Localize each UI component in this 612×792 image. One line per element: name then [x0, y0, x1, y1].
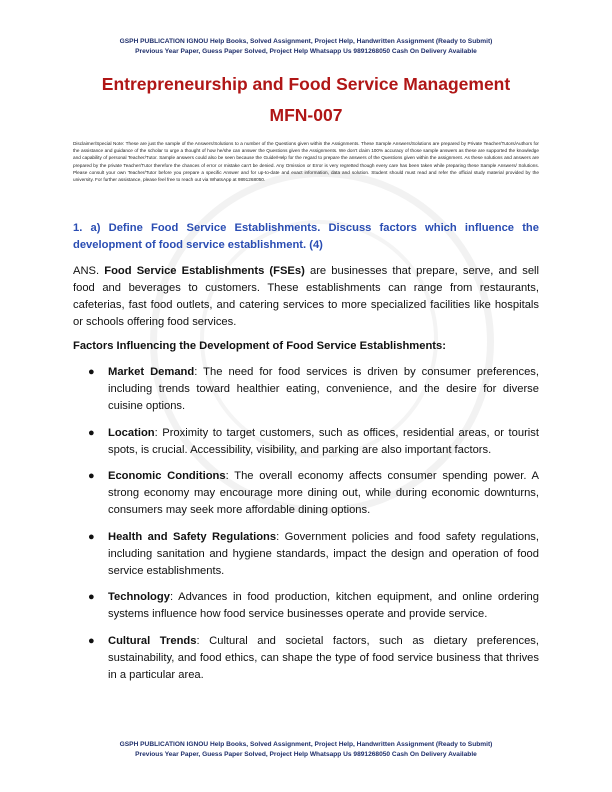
factor-name: Location [108, 426, 155, 439]
list-item [88, 529, 539, 580]
header-line-1: GSPH PUBLICATION IGNOU Help Books, Solved Assignment, Project Help, Handwritten Assignment (Ready to Submit) [119, 38, 493, 45]
factor-text: : The overall economy affects consumer spending power. A strong economy may encourage more dining out, while during economic downturns, consumers may seek more affordable dining options. [108, 470, 540, 516]
factor-list [88, 364, 539, 693]
list-item [88, 633, 539, 684]
answer-prefix: ANS. [73, 265, 100, 277]
bullet-icon: ● [88, 366, 95, 378]
factor-text: : Advances in food production, kitchen equipment, and online ordering systems influence how food service businesses operate and provide service. [108, 591, 539, 620]
bullet-icon: ● [88, 530, 95, 543]
factor-text: : Proximity to target customers, such as offices, residential areas, or tourist spots, is crucial. Accessibility, visibility, and parking are also important factors. [108, 426, 539, 456]
page-footer [0, 740, 612, 760]
factor-name: Economic Conditions [108, 470, 226, 482]
factor-name: Cultural Trends [108, 634, 197, 647]
factor-name: Market Demand [108, 366, 195, 378]
header-line-2: Previous Year Paper, Guess Paper Solved, Project Help Whatsapp Us 9891268050 Cash On Delivery Available [135, 48, 477, 55]
list-item [88, 425, 539, 459]
list-item [88, 468, 539, 519]
factor-name: Health and Safety Regulations [108, 530, 277, 543]
bullet-icon: ● [88, 470, 95, 482]
answer-body: are businesses that prepare, serve, and sell food and beverages to customers. These establishments can range from restaurants, cafeterias, fast food outlets, and catering services to more specialized facilities like hospitals or schools offering food services. [73, 265, 540, 328]
footer-line-1: GSPH PUBLICATION IGNOU Help Books, Solved Assignment, Project Help, Handwritten Assignment (Ready to Submit) [119, 741, 493, 748]
factors-heading: Factors Influencing the Development of Food Service Establishments: [73, 340, 446, 352]
factor-text: : The need for food services is driven by consumer preferences, including trends toward healthier eating, convenience, and the desire for diverse cuisine options. [108, 366, 540, 412]
disclaimer-note: Disclaimer/Special Note: These are just the sample of the Answers/Solutions to a number of the Questions given within the Assignments. These Sample Answers/Solutions are prepared by Private Teacher/Tutors/Authors for the assistance and guidance of the scholar to urge a thought of how he/she can answer the Questions given the Assignments. We don't claim 100% accuracy of those sample answers as these are supported the knowledge and capability of personal Teacher/Tutor. Sample answers could also be seen because the Guide/Help for the regard to prepare the answers of the Questions given within the assignment. As these solutions and answers are prepared by the private Teacher/Tutor therefore the chances of error or mistake can't be denied. Any Omission or Error is very regretted though every care has been taken while preparing these Sample Answers/ Solutions. Please consult your own Teacher/Tutor before you prepare a specific Answer and for up-to-date and exact information, data and solution. Student should must read and refer the official study material provided by the university. For further assistance, please feel free to reach out via WhatsApp at 9891268050. [73, 141, 539, 183]
factor-text: : Cultural and societal factors, such as dietary preferences, sustainability, and food ethics, can shape the type of food service business that thrives in a particular area. [108, 634, 539, 681]
bullet-icon: ● [88, 634, 95, 647]
answer-term: Food Service Establishments (FSEs) [104, 265, 305, 277]
list-item [88, 364, 539, 415]
answer-paragraph [73, 263, 539, 331]
course-code: MFN-007 [269, 105, 343, 125]
document-title: Entrepreneurship and Food Service Management [101, 74, 511, 94]
bullet-icon: ● [88, 426, 95, 439]
footer-line-2: Previous Year Paper, Guess Paper Solved, Project Help Whatsapp Us 9891268050 Cash On Delivery Available [135, 751, 477, 758]
list-item [88, 589, 539, 623]
factor-name: Technology [108, 591, 170, 603]
factor-text: : Government policies and food safety regulations, including sanitation and hygiene standards, impact the design and operation of food service establishments. [108, 530, 539, 577]
bullet-icon: ● [88, 591, 95, 603]
question-heading: 1. a) Define Food Service Establishments. Discuss factors which influence the development of food service establishment. (4) [73, 222, 539, 251]
page-header [0, 37, 612, 57]
